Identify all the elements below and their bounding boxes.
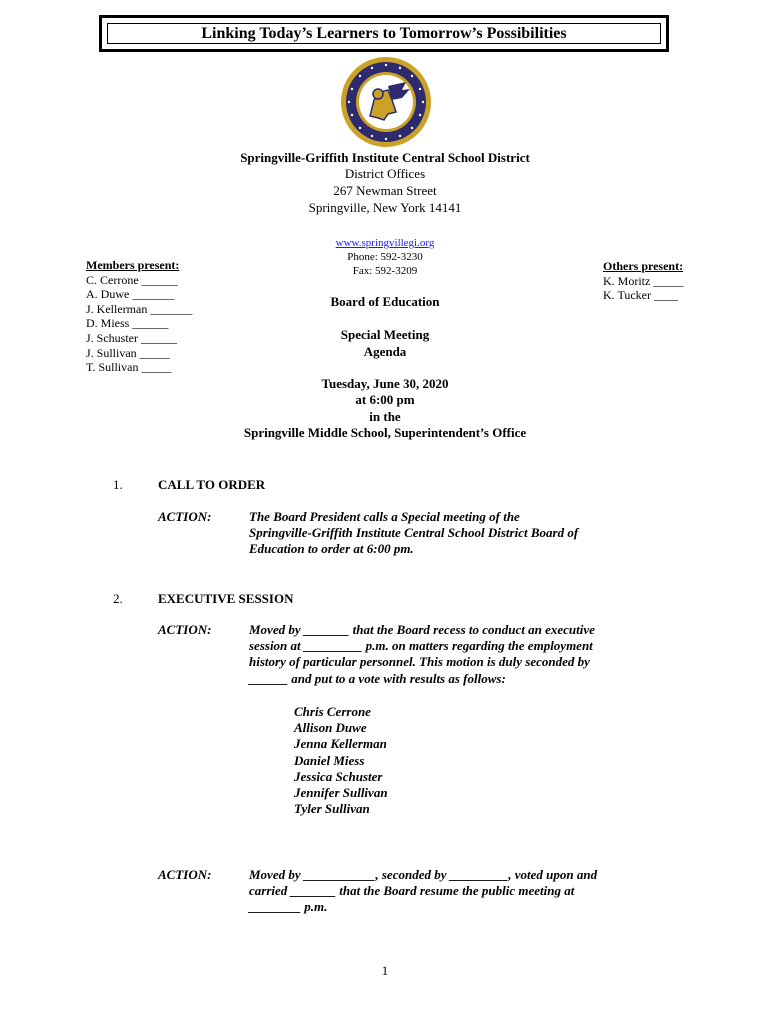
action-text-3: Moved by ___________, seconded by _________, voted upon and carried _______ that the Board resume the public meeting at ________ p.m. — [249, 867, 598, 915]
list-item: T. Sullivan _____ — [86, 360, 172, 375]
list-item: Jenna Kellerman — [294, 736, 387, 752]
district-street: 267 Newman Street — [333, 183, 437, 198]
list-item: A. Duwe _______ — [86, 287, 175, 302]
meeting-date: Tuesday, June 30, 2020 — [321, 376, 449, 391]
item-title-call-to-order: CALL TO ORDER — [158, 477, 266, 492]
list-item: Jennifer Sullivan — [294, 785, 388, 801]
action-text-2: Moved by _______ that the Board recess to conduct an executive session at _________ p.m. on matters regarding the employment history of particular personnel. This motion is duly seconded by ______ and put to a vote with results as follows: — [249, 622, 595, 686]
district-phone: Phone: 592-3230 — [347, 251, 423, 263]
district-name: Springville-Griffith Institute Central School District — [240, 150, 530, 165]
list-item: K. Moritz _____ — [603, 273, 684, 288]
list-item: J. Kellerman _______ — [86, 301, 193, 316]
meeting-in: in the — [369, 409, 401, 424]
list-item: J. Schuster ______ — [86, 330, 177, 345]
list-item: Jessica Schuster — [294, 768, 383, 784]
district-website-link[interactable]: www.springvillegi.org — [335, 237, 435, 249]
list-item: J. Sullivan _____ — [86, 345, 170, 360]
voter-list — [294, 704, 388, 817]
list-item: C. Cerrone ______ — [86, 272, 178, 287]
members-heading: Members present: — [86, 258, 180, 272]
action-label-2: ACTION: — [158, 622, 212, 637]
others-heading: Others present: — [603, 259, 684, 273]
agenda-label: Agenda — [363, 344, 407, 359]
meeting-location: Springville Middle School, Superintendent’s Office — [243, 425, 527, 440]
action-label-1: ACTION: — [158, 509, 212, 524]
district-city: Springville, New York 14141 — [308, 200, 462, 215]
item-title-executive-session: EXECUTIVE SESSION — [158, 591, 294, 606]
item-number-1: 1. — [113, 477, 123, 492]
list-item: Allison Duwe — [294, 720, 367, 736]
list-item: D. Miess ______ — [86, 316, 169, 331]
list-item: Tyler Sullivan — [294, 801, 370, 817]
meeting-type: Special Meeting — [340, 327, 430, 342]
board-title: Board of Education — [330, 294, 440, 309]
action-label-3: ACTION: — [158, 867, 212, 882]
banner-title: Linking Today’s Learners to Tomorrow’s Possibilities — [107, 23, 661, 44]
list-item: K. Tucker ____ — [603, 288, 679, 303]
district-fax: Fax: 592-3209 — [352, 265, 418, 277]
seal-griffin-head — [373, 89, 383, 99]
district-offices: District Offices — [344, 166, 426, 181]
district-seal-icon — [340, 56, 432, 148]
item-number-2: 2. — [113, 591, 123, 606]
list-item: Daniel Miess — [294, 752, 365, 768]
list-item: Chris Cerrone — [294, 704, 371, 719]
meeting-time: at 6:00 pm — [355, 392, 415, 407]
action-text-1: The Board President calls a Special meeting of the Springville-Griffith Institute Central School District Board of Education to order at 6:00 pm. — [249, 509, 579, 557]
header-banner — [99, 15, 669, 52]
page-number: 1 — [381, 963, 389, 978]
